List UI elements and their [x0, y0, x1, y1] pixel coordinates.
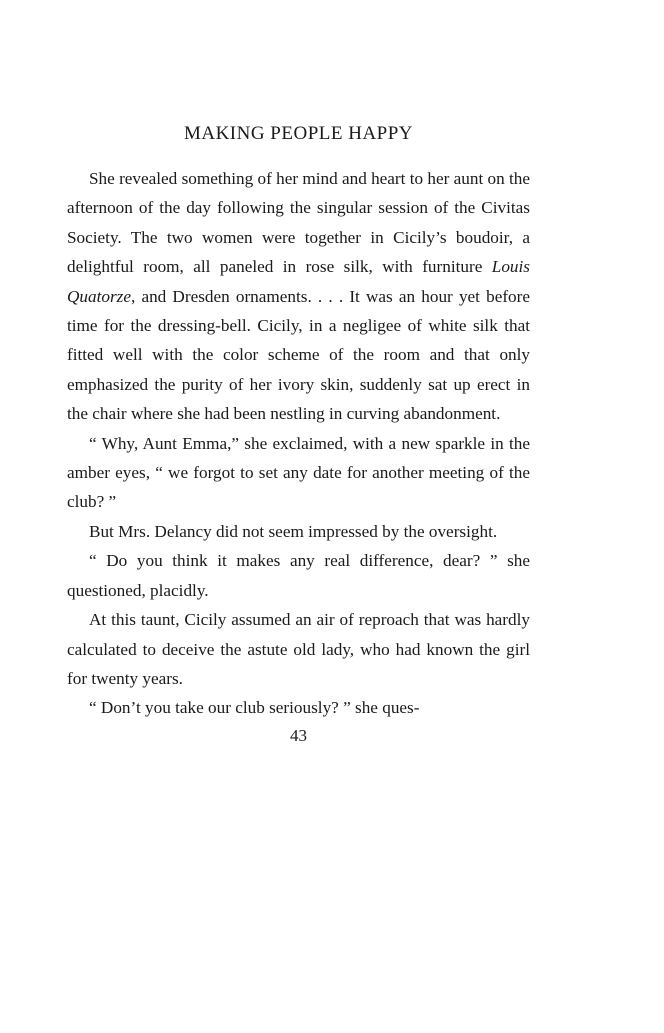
paragraph-6: “ Don’t you take our club seriously? ” she ques- [89, 698, 420, 718]
paragraph-1-italic-furniture: Louis Quatorze [67, 257, 530, 306]
paragraph-1 [67, 164, 530, 429]
paragraph-1-text-b: , and Dresden ornaments. . . . It was an hour yet before time for the dressing-bell. Cicily, in a negligee of white silk that fitted well with the color scheme of the room and that only emphasized the purity of her ivory skin, suddenly sat up erect in the chair where she had been nestling in curving abandonment. [67, 286, 530, 424]
paragraph-2: “ Why, Aunt Emma,” she exclaimed, with a new sparkle in the amber eyes, “ we forgot to set any date for another meeting of the club? ” [67, 433, 530, 512]
paragraph-4: “ Do you think it makes any real difference, dear? ” she questioned, placidly. [67, 551, 530, 600]
body-text [67, 164, 530, 723]
paragraph-1-text-a: She revealed something of her mind and heart to her aunt on the afternoon of the day following the singular session of the Civitas Society. The two women were together in Cicily’s boudoir, a delightful room, all paneled in rose silk, with furniture [67, 169, 531, 277]
paragraph-5: At this taunt, Cicily assumed an air of reproach that was hardly calculated to deceive the astute old lady, who had known the girl for twenty years. [67, 610, 530, 688]
book-page [67, 118, 530, 749]
paragraph-3: But Mrs. Delancy did not seem impressed by the oversight. [89, 521, 498, 541]
page-number: 43 [290, 725, 307, 745]
running-head: MAKING PEOPLE HAPPY [183, 123, 414, 144]
